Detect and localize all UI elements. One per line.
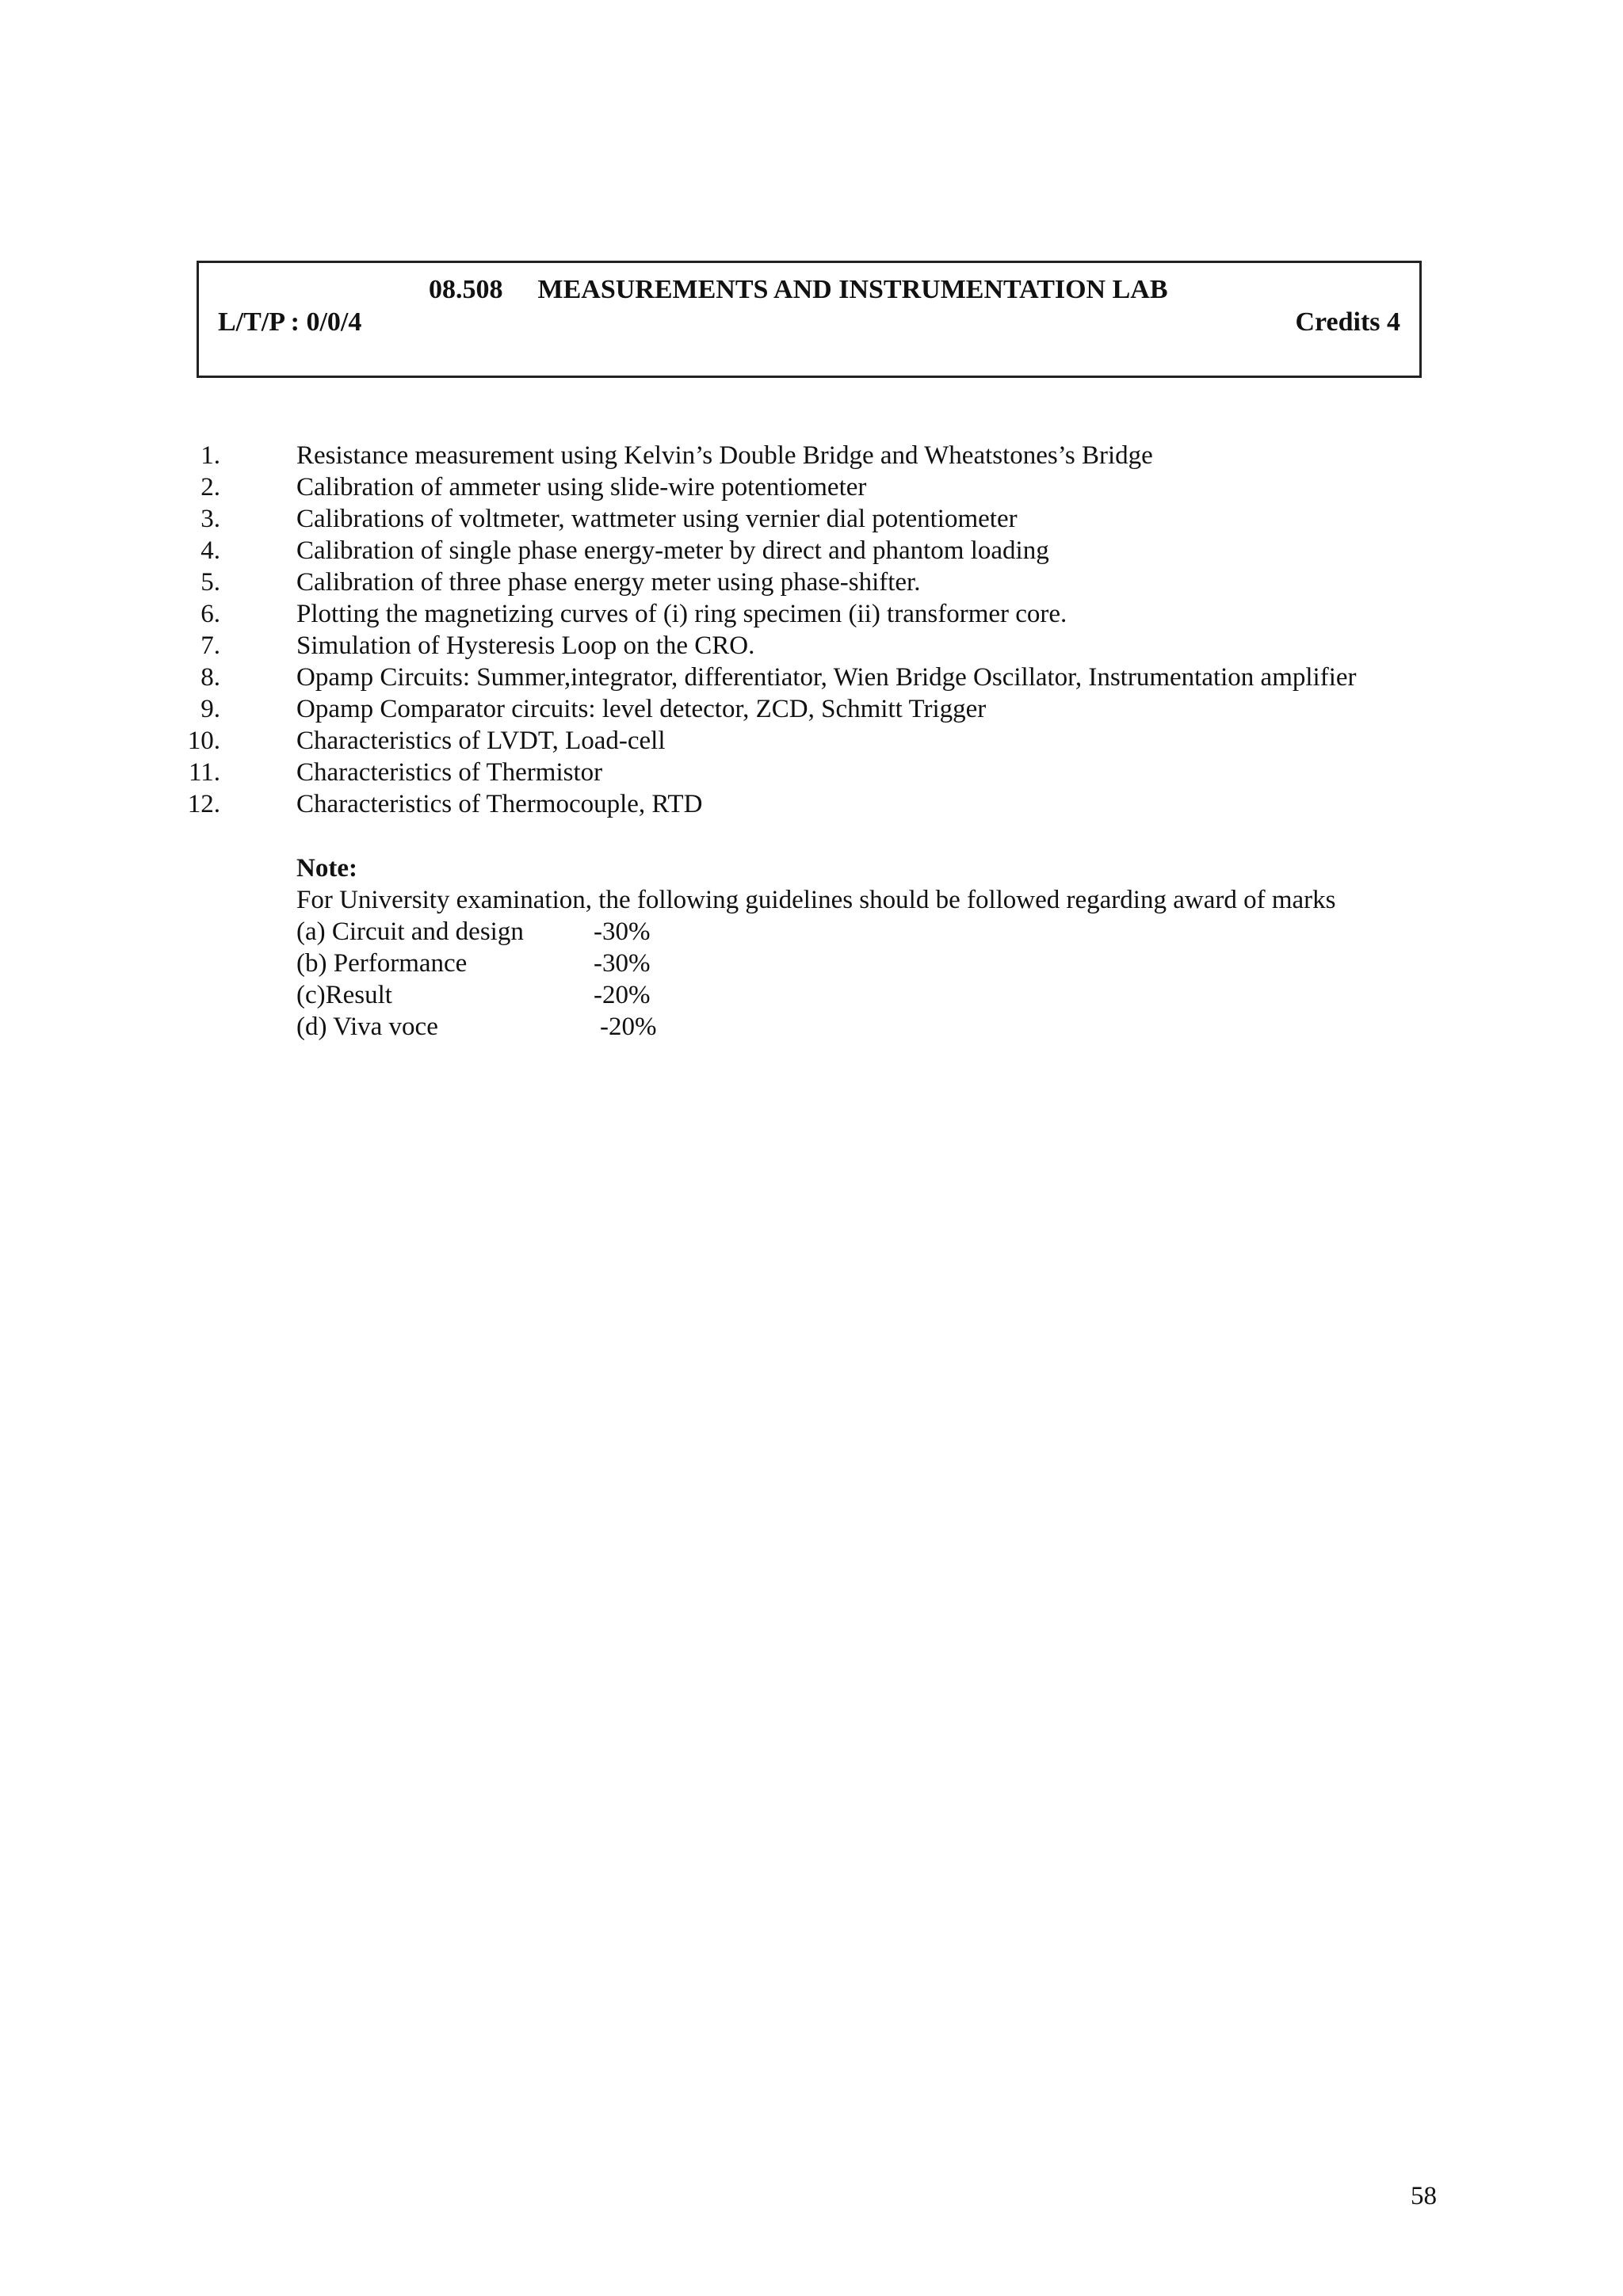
item-number: 3. [200, 505, 220, 533]
mark-value: -20% [594, 981, 651, 1009]
item-text: Characteristics of Thermistor [296, 758, 603, 787]
course-code: 08.508 [429, 275, 503, 304]
item-number: 5. [200, 568, 220, 597]
item-text: Calibration of ammeter using slide-wire potentiometer [296, 473, 867, 502]
mark-value: -20% [600, 1013, 657, 1041]
course-title: MEASUREMENTS AND INSTRUMENTATION LAB [537, 275, 1168, 304]
item-text: Opamp Circuits: Summer,integrator, differentiator, Wien Bridge Oscillator, Instrumentation amplifier [296, 663, 1357, 692]
item-number: 2. [200, 473, 220, 502]
list-item [200, 503, 1357, 535]
item-number: 12. [187, 790, 220, 818]
item-text: Simulation of Hysteresis Loop on the CRO. [296, 631, 755, 660]
mark-value: -30% [594, 949, 651, 978]
mark-row [296, 948, 1335, 979]
mark-label: (c)Result [296, 981, 392, 1009]
course-title-line [429, 274, 1168, 306]
mark-row [296, 1011, 1335, 1043]
list-item [200, 662, 1357, 693]
item-text: Calibrations of voltmeter, wattmeter using vernier dial potentiometer [296, 505, 1018, 533]
mark-value: -30% [594, 917, 651, 946]
mark-label: (a) Circuit and design [296, 917, 524, 946]
credits-label: Credits 4 [1295, 307, 1400, 337]
item-text: Calibration of three phase energy meter using phase-shifter. [296, 568, 921, 597]
item-text: Opamp Comparator circuits: level detector, ZCD, Schmitt Trigger [296, 695, 987, 723]
item-number: 9. [200, 695, 220, 723]
item-text: Characteristics of Thermocouple, RTD [296, 790, 703, 818]
item-number: 6. [200, 600, 220, 628]
mark-row [296, 979, 1335, 1011]
list-item [200, 566, 1357, 598]
item-number: 7. [200, 631, 220, 660]
page-number: 58 [1411, 2182, 1437, 2210]
ltp-label: L/T/P : 0/0/4 [218, 307, 362, 337]
item-text: Plotting the magnetizing curves of (i) ring specimen (ii) transformer core. [296, 600, 1067, 628]
list-item [187, 788, 1357, 820]
list-item [200, 693, 1357, 725]
item-number: 11. [188, 758, 220, 787]
list-item [200, 471, 1357, 503]
item-number: 8. [200, 663, 220, 692]
mark-row [296, 916, 1335, 948]
mark-label: (d) Viva voce [296, 1013, 438, 1041]
list-item [200, 598, 1357, 630]
note-section [296, 852, 1335, 1043]
item-number: 10. [187, 727, 220, 755]
list-item [188, 757, 1357, 788]
note-heading: Note: [296, 854, 357, 883]
list-item [200, 440, 1357, 471]
course-header-box [197, 261, 1422, 378]
item-text: Calibration of single phase energy-meter by direct and phantom loading [296, 536, 1049, 565]
item-number: 4. [200, 536, 220, 565]
list-item [200, 630, 1357, 662]
list-item [200, 535, 1357, 566]
note-text: For University examination, the following guidelines should be followed regarding award of marks [296, 886, 1336, 914]
mark-label: (b) Performance [296, 949, 468, 978]
item-text: Resistance measurement using Kelvin’s Double Bridge and Wheatstones’s Bridge [296, 441, 1153, 470]
item-number: 1. [200, 441, 220, 470]
list-item [187, 725, 1357, 757]
experiment-list [187, 440, 1357, 820]
item-text: Characteristics of LVDT, Load-cell [296, 727, 666, 755]
